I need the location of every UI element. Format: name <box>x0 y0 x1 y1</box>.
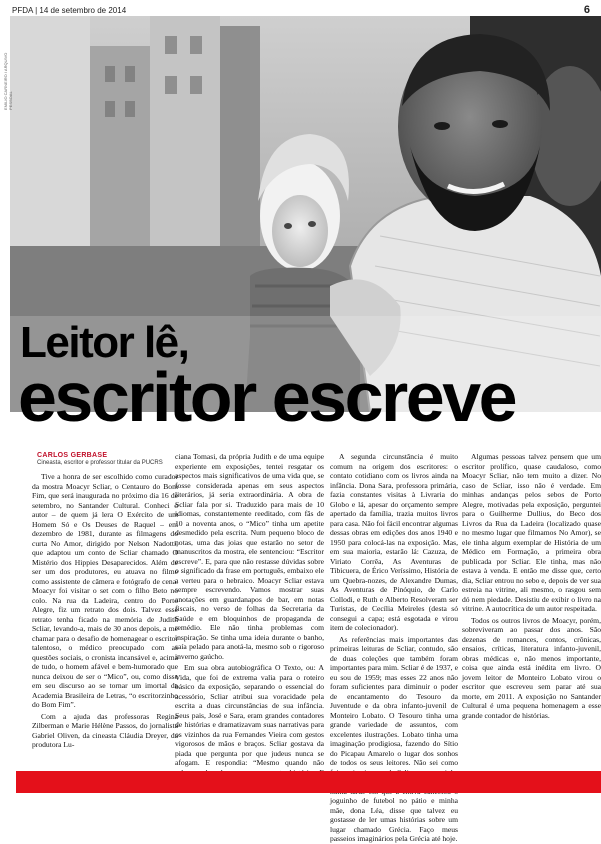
headline-line-2: escritor escreve <box>18 358 516 436</box>
paragraph: Algumas pessoas talvez pensem que um escritor prolífico, quase caudaloso, como Moacyr Scliar, não tem muito a dizer. No caso de Scliar, isso não é verdade. Em minhas andanças pelos sebos de Porto Alegre, motivadas pela exposição, perguntei para o Guilherme Dullius, do Beco dos Livros da Rua da Ladeira (localizado quase no mesmo lugar que filmamos No Amor), se ele tinha algum exemplar de História de um Médico em Formação, a primeira obra publicada por Scliar. Ele tinha, mas não estava à venda. E então me disse que, certo dia, Scliar entrou no sebo e, depois de ver sua estreia na vitrine, ali mesmo, o rasgou sem dó nem piedade. Desistiu de exibir o livro na vitrine. A autocrítica de um autor respeitada. <box>462 452 601 613</box>
page-header <box>0 0 601 18</box>
paragraph: Todos os outros livros de Moacyr, porém, sobreviveram ao passar dos anos. São dezenas de romances, contos, crônicas, ensaios, críticas, literatura infanto-juvenil, obras médicas e, não menos importante, coisa que ainda está inédita em livro. O jovem leitor de Monteiro Lobato virou o escritor que escreveu sem parar até sua morte, em 2011. A exposição no Santander Cultural é uma pequena homenagem a esse grande contador de histórias. <box>462 615 601 720</box>
paragraph: Com a ajuda das professoras Regina Zilberman e Marie Hélène Passos, do jornalista Gabriel Oliven, da cineasta Cláudia Dreyer, da produtora Lu- <box>32 711 178 749</box>
paragraph: ciana Tomasi, da própria Judith e de uma equipe experiente em exposições, tentei resgatar os aspectos mais significativos de uma vida que, se fosse considerada apenas em seus aspectos literários, já seria extraordinária. A obra de Scliar fala por si. Traduzido para mais de 10 idiomas, constantemente reeditado, com fãs de 10 a noventa anos, o “Mico” tinha um apetite desmedido pela escrita. Num pequeno bloco de notas, uma das joias que estarão no setor de manuscritos da mostra, ele sentenciou: “Escritor escreve”. E, para que não restasse dúvidas sobre o significado da frase em português, embaixo ele a verteu para o hebraico. Moacyr Scliar estava sempre escrevendo. Vamos mostrar suas anotações em guardanapos de bar, em notas fiscais, no verso de folhas da Secretaria da Saúde e em bloquinhos de propaganda de remédio. Ele não tinha problemas com inspiração. Se tinha uma ideia durante o banho, saía pelado para anotá-la, mesmo sob o rigoroso inverno gaúcho. <box>175 452 324 661</box>
paragraph: Tive a honra de ser escolhido como curador da mostra Moacyr Scliar, o Centauro do Bom Fim, que será inaugurada no próximo dia 16 de setembro, no Santander Cultural. Conheci o autor – de quem já lera O Exército de um Homem Só e Os Deuses de Raquel – em dezembro de 1981, durante as filmagens do curta No Amor, dirigido por Nelson Nadotti, que adaptou um conto de Scliar chamado O Mistério dos Hippies Desaparecidos. Além de ser um dos produtores, eu atuava no filme como assistente de câmera e fotógrafo de cena. Moacyr foi visitar o set com o filho Beto no colo. Na rua da Ladeira, centro do Porto Alegre, fiz um retrato dos dois. Talvez esse retrato tenha ficado na memória de Judith Scliar, levando-a, mais de 30 anos depois, a me chamar para o desafio de homenagear o escritor talentoso, o médico preocupado com as questões sociais, o cronista incansável e, acima de tudo, o homem afável e bem-humorado que nunca deixou de ser o “Mico”, ou, como disse em seu discurso ao se tornar um imortal da Academia Brasileira de Letras, “o escritorzinho do Bom Fim”. <box>32 472 178 709</box>
footer-red-bar <box>16 771 601 793</box>
article-column-1 <box>32 472 178 772</box>
page-number: 6 <box>583 4 590 16</box>
paragraph: A segunda circunstância é muito comum na origem dos escritores: o contato cotidiano com os livros ainda na infância. Dona Sara, professora primária, fazia constantes visitas à Livraria do Globo e lá, apesar do orçamento sempre apertado da família, trazia muitos livros para casa. Não foi fácil encontrar algumas dessas obras em edições dos anos 1940 e 1950 para colocá-las na exposição. Mas, em sua maioria, estarão lá: Cazuza, de Viriato Corrêa, As Aventuras de Tibicuera, de Érico Veríssimo, História de um Quebra-nozes, de Alexandre Dumas, As Aventuras de Pinóquio, de Carlo Collodi, e Ruth e Alberto Resolveram ser Turistas, de Cecília Meireles (desta só consegui a capa; está esgotada e virou item de colecionador). <box>330 452 458 632</box>
byline <box>37 452 185 466</box>
author-role: Cineasta, escritor e professor titular da PUCRS <box>37 460 163 466</box>
author-name: CARLOS GERBASE <box>37 452 108 459</box>
photo-credit: EMILIO CARNEIRO / ARQUIVO PESSOAL <box>3 52 13 110</box>
headline-line-1: Leitor lê, <box>20 318 189 367</box>
paragraph: Em sua obra autobiográfica O Texto, ou: A Vida, que foi de extrema valia para o roteiro básico da exposição, separando o essencial do acessório, Scliar atribui sua voracidade pela escrita a duas circunstâncias de sua infância. Seus pais, José e Sara, eram grandes contadores de histórias e dramatizavam suas narrativas para os vizinhos da rua Fernandes Vieira com gestos vigorosos de mãos e braços. Scliar gostava da piada que pergunta por que judeus nunca se afogam. E respondia: “Mesmo quando não <box>175 663 324 767</box>
article-column-2 <box>175 452 324 774</box>
paragraph: As referências mais importantes das primeiras leituras de Scliar, contudo, são de duas coleções que também foram importantes para mim. Scliar é de 1937, e eu sou de 1959; mas esses 22 anos não foram suficientes para diminuir o poder de encantamento do Tesouro da Juventude e da obra infanto-juvenil de Monteiro Lobato. O Tesouro tinha uma grande variedade de assuntos, com excelentes ilustrações. Lobato tinha uma imaginação prodigiosa, fazendo do Sítio do Picapau Amarelo o lugar dos sonhos de todos os seus leitores. Não sei como joguinho de futebol no pátio e minha mãe, dona Léa, disse que talvez eu gostasse de ler umas histórias sobre um lugar chamado Grécia. Faço meus passeios imaginários pela Grécia até hoje. <box>330 634 458 843</box>
section-dateline: PFDA | 14 de setembro de 2014 <box>12 6 127 15</box>
article-column-3 <box>330 452 458 843</box>
article-column-4 <box>462 452 601 774</box>
